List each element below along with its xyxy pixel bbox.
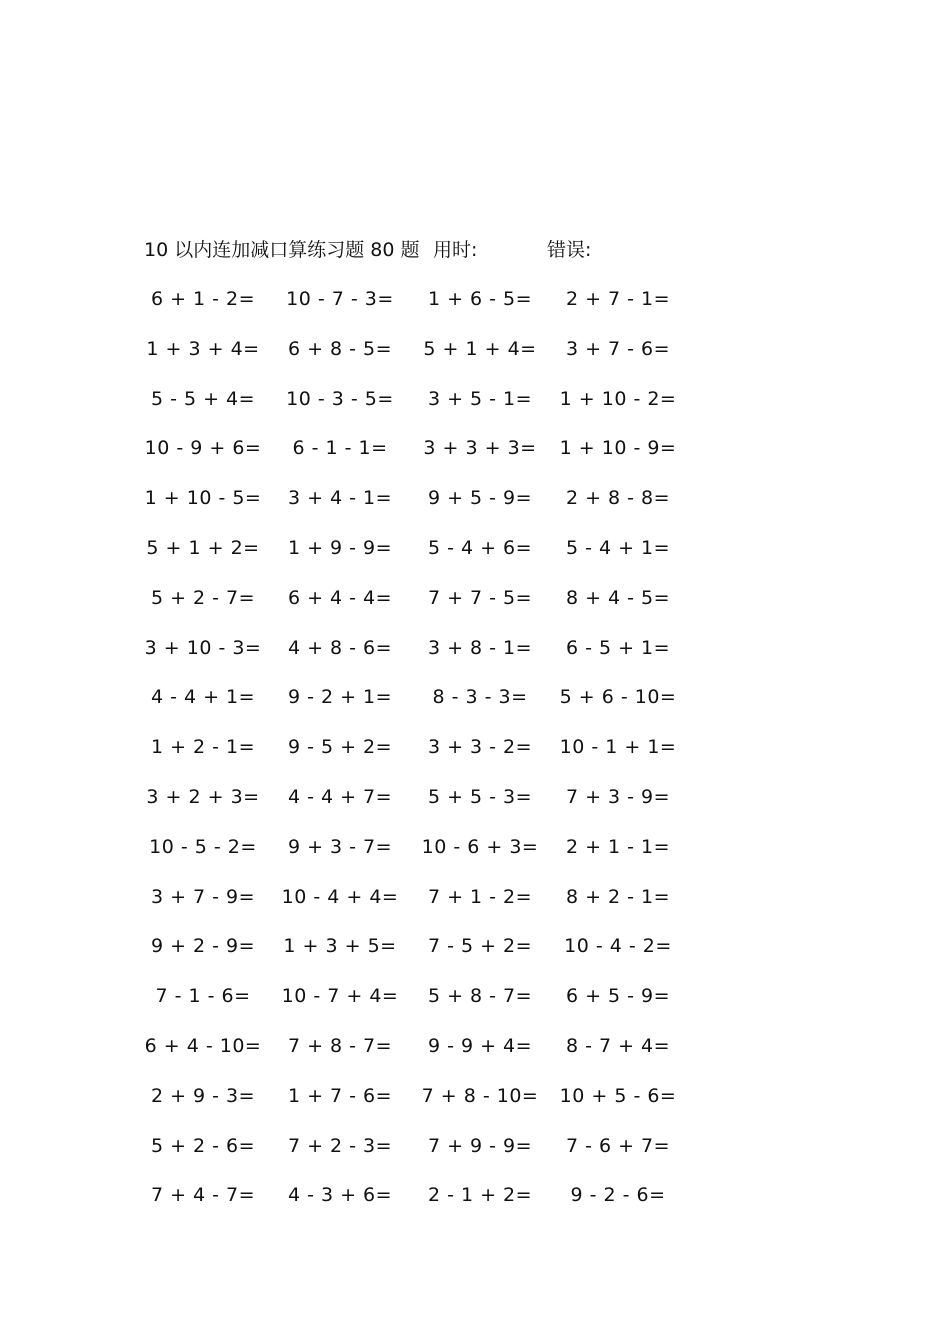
problem-item: 3 + 2 + 3=: [146, 785, 260, 808]
problem-item: 10 - 3 - 5=: [286, 387, 394, 410]
problem-item: 3 + 7 - 6=: [565, 337, 671, 360]
problem-row: [0, 682, 950, 732]
problem-item: 10 - 7 - 3=: [286, 288, 394, 310]
problem-item: 2 + 8 - 8=: [565, 487, 671, 510]
problem-item: 6 + 5 - 9=: [565, 985, 671, 1008]
problem-item: 3 + 4 - 1=: [287, 487, 393, 510]
problem-item: 5 + 2 - 6=: [150, 1134, 256, 1157]
problem-item: 5 - 4 + 6=: [427, 536, 533, 559]
problem-item: 8 - 3 - 3=: [432, 686, 528, 709]
worksheet-title: 10 以内连加减口算练习题 80 题: [144, 239, 420, 261]
problem-row: [0, 433, 950, 483]
problem-item: 10 - 1 + 1=: [559, 736, 677, 759]
problem-item: 7 - 1 - 6=: [155, 985, 251, 1008]
problem-item: 1 + 10 - 5=: [144, 487, 262, 510]
problem-item: 7 - 6 + 7=: [565, 1134, 671, 1157]
problem-item: 9 - 2 - 6=: [570, 1184, 666, 1207]
problem-item: 5 + 8 - 7=: [427, 985, 533, 1008]
problem-item: 3 + 3 + 3=: [423, 437, 537, 460]
problem-item: 1 + 3 + 5=: [283, 935, 397, 958]
problem-item: 10 - 7 + 4=: [281, 985, 399, 1008]
problem-row: [0, 334, 950, 384]
problem-row: [0, 732, 950, 782]
problem-item: 7 + 8 - 10=: [421, 1084, 539, 1107]
problem-item: 1 + 3 + 4=: [146, 337, 260, 360]
problem-item: 1 + 2 - 1=: [150, 736, 256, 759]
problem-item: 5 - 4 + 1=: [565, 536, 671, 559]
worksheet-header: [0, 236, 950, 264]
problem-item: 9 - 5 + 2=: [287, 736, 393, 759]
problem-item: 2 - 1 + 2=: [427, 1184, 533, 1207]
problem-item: 5 + 5 - 3=: [427, 785, 533, 808]
problem-item: 6 + 4 - 4=: [287, 586, 393, 609]
problem-item: 7 + 9 - 9=: [427, 1134, 533, 1157]
problem-row: [0, 1081, 950, 1131]
problem-item: 4 - 4 + 1=: [150, 686, 256, 709]
problem-item: 1 + 7 - 6=: [287, 1084, 393, 1107]
problem-item: 7 + 1 - 2=: [427, 885, 533, 908]
problem-item: 9 - 2 + 1=: [287, 686, 393, 709]
problem-item: 2 + 9 - 3=: [150, 1084, 256, 1107]
problem-item: 3 + 5 - 1=: [427, 387, 533, 410]
problem-row: [0, 1131, 950, 1181]
problem-row: [0, 1031, 950, 1081]
problem-item: 6 + 4 - 10=: [144, 1034, 262, 1057]
problem-row: [0, 1180, 950, 1230]
problem-item: 10 - 4 - 2=: [564, 935, 672, 958]
problem-item: 6 + 8 - 5=: [287, 337, 393, 360]
problem-item: 8 + 4 - 5=: [565, 586, 671, 609]
problem-item: 7 + 4 - 7=: [150, 1184, 256, 1207]
problem-item: 1 + 9 - 9=: [287, 536, 393, 559]
problem-item: 8 + 2 - 1=: [565, 885, 671, 908]
problem-item: 9 + 3 - 7=: [287, 835, 393, 858]
problem-item: 9 + 5 - 9=: [427, 487, 533, 510]
problem-item: 10 + 5 - 6=: [559, 1084, 677, 1107]
time-label: 用时:: [433, 239, 478, 261]
problem-row: [0, 284, 950, 334]
problem-item: 3 + 3 - 2=: [427, 736, 533, 759]
problem-item: 5 - 5 + 4=: [150, 387, 256, 410]
problem-row: [0, 483, 950, 533]
problem-item: 1 + 6 - 5=: [427, 288, 533, 310]
problem-item: 1 + 10 - 9=: [559, 437, 677, 460]
problem-row: [0, 782, 950, 832]
problem-item: 4 - 4 + 7=: [287, 785, 393, 808]
problem-item: 6 - 1 - 1=: [292, 437, 388, 460]
problem-item: 3 + 7 - 9=: [150, 885, 256, 908]
problem-row: [0, 633, 950, 683]
problem-item: 10 - 6 + 3=: [421, 835, 539, 858]
problem-item: 5 + 2 - 7=: [150, 586, 256, 609]
problem-item: 6 - 5 + 1=: [565, 636, 671, 659]
problem-row: [0, 583, 950, 633]
problem-item: 7 + 8 - 7=: [287, 1034, 393, 1057]
problem-item: 10 - 5 - 2=: [149, 835, 257, 858]
problem-item: 6 + 1 - 2=: [150, 288, 256, 310]
problem-item: 7 - 5 + 2=: [427, 935, 533, 958]
problem-item: 3 + 10 - 3=: [144, 636, 262, 659]
problem-row: [0, 882, 950, 932]
problem-item: 1 + 10 - 2=: [559, 387, 677, 410]
problem-row: [0, 384, 950, 434]
problem-item: 7 + 3 - 9=: [565, 785, 671, 808]
problem-row: [0, 981, 950, 1031]
problem-item: 8 - 7 + 4=: [565, 1034, 671, 1057]
problem-grid: [0, 284, 950, 1230]
problem-item: 2 + 1 - 1=: [565, 835, 671, 858]
problem-item: 10 - 9 + 6=: [144, 437, 262, 460]
problem-item: 5 + 1 + 2=: [146, 536, 260, 559]
problem-row: [0, 832, 950, 882]
problem-row: [0, 931, 950, 981]
problem-item: 5 + 6 - 10=: [559, 686, 677, 709]
problem-item: 7 + 2 - 3=: [287, 1134, 393, 1157]
problem-item: 9 + 2 - 9=: [150, 935, 256, 958]
problem-item: 5 + 1 + 4=: [423, 337, 537, 360]
problem-item: 10 - 4 + 4=: [281, 885, 399, 908]
problem-item: 7 + 7 - 5=: [427, 586, 533, 609]
problem-item: 4 - 3 + 6=: [287, 1184, 393, 1207]
problem-item: 9 - 9 + 4=: [427, 1034, 533, 1057]
problem-item: 2 + 7 - 1=: [565, 288, 671, 310]
problem-item: 4 + 8 - 6=: [287, 636, 393, 659]
problem-row: [0, 533, 950, 583]
errors-label: 错误:: [547, 239, 592, 261]
problem-item: 3 + 8 - 1=: [427, 636, 533, 659]
